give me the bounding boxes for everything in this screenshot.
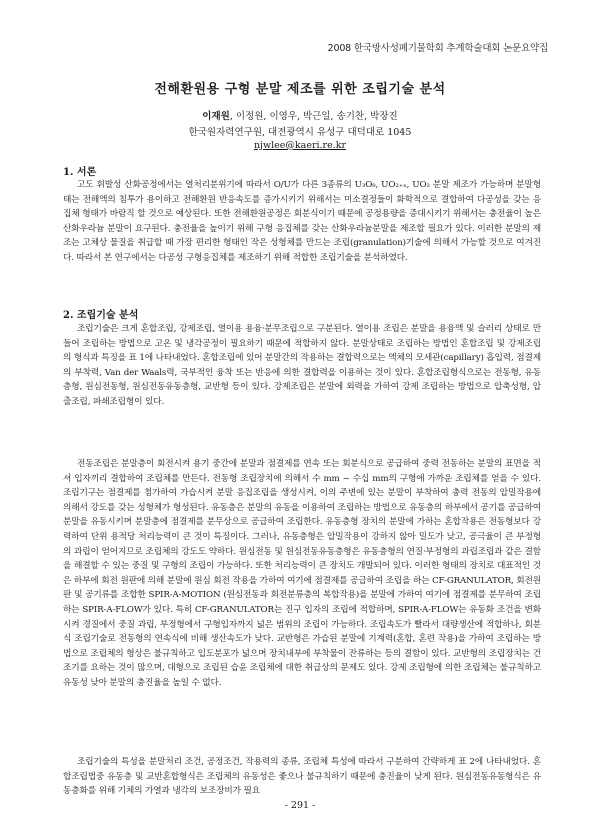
affiliation: 한국원자력연구원, 대전광역시 유성구 대덕대로 1045 [188,127,412,138]
page-number: - 291 - [284,800,316,811]
presenting-author: 이재원 [202,111,230,122]
author-email[interactable]: njwlee@kaeri.re.kr [253,140,347,151]
granulation-summary-paragraph: 조립기술의 특성을 분말처리 조건, 공정조건, 작용력의 종류, 조립체 특성에 따라서 구분하여 간략하게 표 2에 나타내었다. 혼합조립법중 유동층 및 교반혼합형식은 조립체의 유동성은 좋으나 불규칙하기 때문에 충진율이 낮게 된다. 원심전동유동형식은 유동층화를 위해 기체의 가열과 냉각의 보조장비가 필요 [63,757,541,797]
running-header: 2008 한국방사성폐기물학회 추계학술대회 논문요약집 [327,43,548,54]
paper-title: 전해환원용 구형 분말 제조를 위한 조립기술 분석 [154,82,446,97]
coauthors: , 이정원, 이영우, 박근일, 송기찬, 박장진 [229,111,398,122]
section-heading-granulation-analysis: 2. 조립기술 분석 [63,310,139,321]
tumbling-granulation-paragraph: 전동조립은 분말층이 회전시켜 용기 중간에 분말과 점결제를 연속 또는 회분식으로 공급하여 중력 전동하는 분말의 표면을 적셔 입자끼리 결합하여 조립체를 만든다. 전동형 조립장치에 의해서 수 mm ~ 수십 mm의 구형에 가까운 조립체를 얻을 수 있다. 조립기구는 점결제를 첨가하여 가습시켜 분말 응집조립을 생성시켜, 이의 주변에 있는 분말이 부착하여 충력 전동의 압밀작용에 의해서 강도를 갖는 성형체가 형성된다. 유동층은 분말의 유동을 이용하여 조립하는 방법으로 유동층의 하부에서 공기를 공급하여 분말을 유동시키며 분말층에 점결제를 분무상으로 공급하여 조립한다. 유동층형 장치의 분말에 가하는 혼합작용은 전동형보다 강력하여 단위 용적당 처리능력이 큰 것이 특징이다. 그러나, 유동층형은 압밀작용이 강하지 않아 밀도가 낮고, 공극율이 큰 부정형의 과립이 얻어지므로 조립체의 강도도 약하다. 원심전동 및 원심전동유동층형은 유동층형의 연질·부정형의 과립조립과 같은 결함을 해결할 수 있는 중질 및 구형의 조립이 가능하다. 또한 처리능력이 큰 장치도 개발되어 있다. 이러한 형태의 장치로 대표적인 것은 하부에 회전 원판에 의해 분말에 원심 회전 작용을 가하여 여기에 점결제를 공급하여 조립을 하는 CF-GRANULATOR, 회전원판 및 공기류를 조합한 SPIR-A-MOTION (원심전동과 회전분류층의 복합작용)을 분말에 가하여 여기에 점결제를 분무하여 조립하는 SPIR-A-FLOW가 있다. 특히 CF-GRANULATOR는 진구 입자의 조립에 적합하며, SPIR-A-FLOW는 유동화 조건을 변화시켜 경질에서 중질 과립, 부정형에서 구형입자까지 넓은 범위의 조립이 가능하다. 조립속도가 빨라서 대량생산에 적합하나, 회분식 조립기술로 전동형의 연속식에 비해 생산속도가 낮다. 교반형은 가습된 분말에 기계력(혼합, 혼련 작용)을 가하여 조립하는 방법으로 조립체의 형상은 불규칙하고 입도분포가 넓으며 장치내부에 부착물이 잔류하는 등의 결함이 있다. 교반형의 조립장치는 건조기를 요하는 것이 많으며, 대형으로 조립된 습윤 조립체에 대한 취급상의 문제도 있다. 강제 조립형에 의한 조립체는 불규칙하고 유동성 낮아 분말의 충진율을 높일 수 없다. [63,459,541,688]
section-heading-introduction: 1. 서론 [63,167,97,178]
granulation-overview-paragraph: 조립기술은 크게 혼합조립, 강제조립, 열이용 용융·분무조립으로 구분된다. 열이용 조립은 분말을 용융액 및 슬러리 상태로 만들어 조립하는 방법으로 고온 및 냉각공정이 필요하기 때문에 적합하지 않다. 분말상태로 조립하는 방법인 혼합조립 및 강제조립의 형식과 특징을 표 1에 나타내었다. 혼합조립에 있어 분말간의 작용하는 결합력으로는 액체의 모세관(capillary) 흡입력, 점결제의 부착력, Van der Waals력, 국부적인 융착 또는 반응에 의한 결합력을 이용하는 것이 있다. 혼합조립형식으로는 전동형, 유동층형, 원심전동형, 원심전동유동층형, 교반형 등이 있다. 강제조립은 분말에 외력을 가하여 강제 조립하는 방법으로 압축성형, 압출조립, 파쇄조립형이 있다. [63,324,541,407]
author-list [0,108,600,122]
introduction-paragraph: 고도 휘발성 산화공정에서는 열처리분위기에 따라서 O/U가 다른 3종류의 U₃O₈, UO₂₊ₓ, UO₂ 분말 제조가 가능하며 분말형태는 전해액의 침투가 용이하고 전해환원 반응속도를 증가시키기 위해서는 미소결정들이 화학적으로 결합하여 다공성을 갖는 응집체 형태가 바람직 할 것으로 예상된다. 또한 전해환원공정은 회분식이기 때문에 공정용량을 증대시키기 위해서는 충전율이 높은 산화우라늄 분말이 요구된다. 충전율을 높이기 위해 구형 응집체를 갖는 산화우라늄분말을 제조할 필요가 있다. 이러한 분말의 제조는 고체상 물질을 취급할 때 가장 편리한 형태인 작은 성형체를 만드는 조립(granulation)기술에 의해서 가능할 것으로 여겨진다. 따라서 본 연구에서는 다공성 구형응집체를 제조하기 위해 적합한 조립기술을 분석하였다. [63,180,541,263]
